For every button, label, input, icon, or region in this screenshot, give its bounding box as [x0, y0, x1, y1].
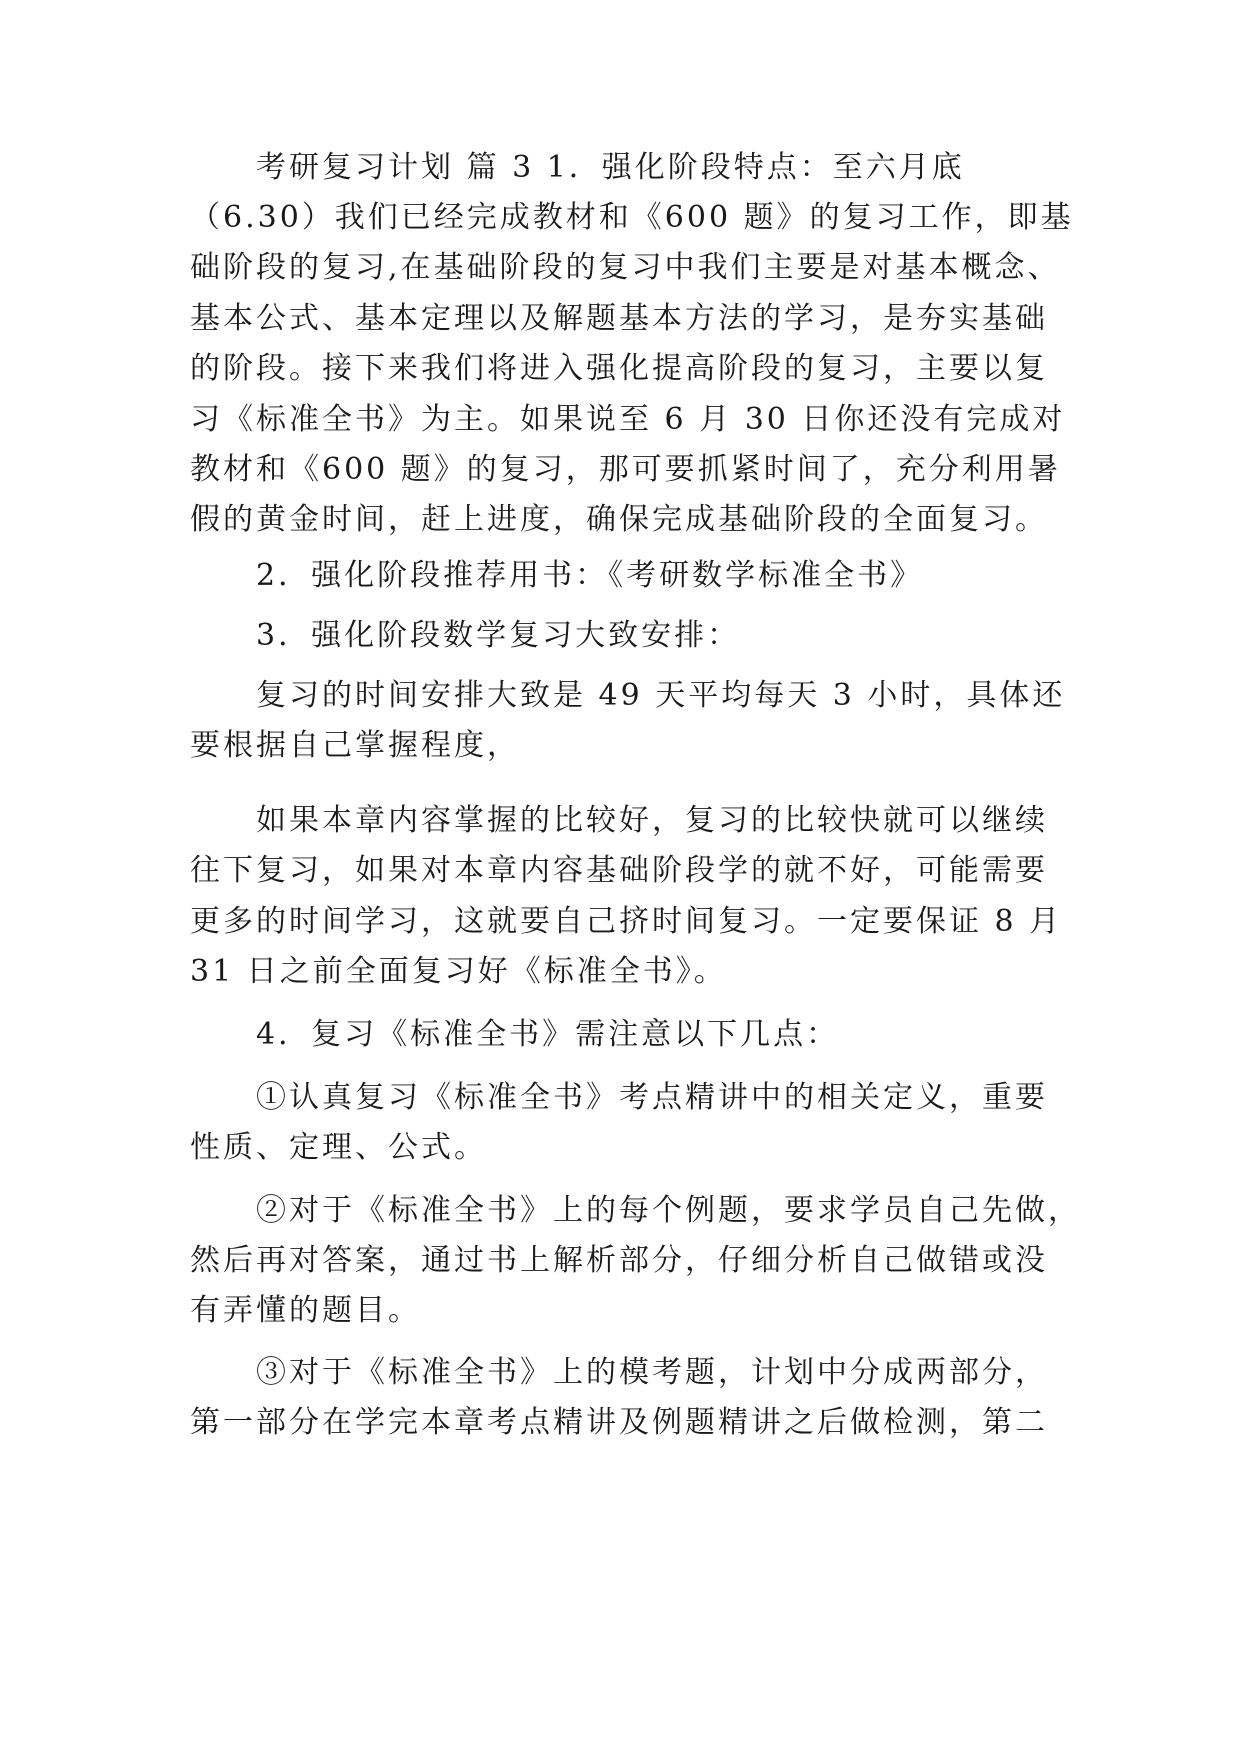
text-line: ②对于《标准全书》上的每个例题，要求学员自己先做，: [256, 1193, 1081, 1228]
text-line: 2．强化阶段推荐用书：《考研数学标准全书》: [256, 558, 924, 593]
text-line: 基本公式、基本定理以及解题基本方法的学习，是夯实基础: [190, 301, 1048, 336]
text-line: 如果本章内容掌握的比较好，复习的比较快就可以继续: [256, 803, 1048, 838]
text-line: 复习的时间安排大致是 49 天平均每天 3 小时，具体还: [256, 678, 1066, 713]
text-line: 要根据自己掌握程度，: [190, 728, 520, 763]
text-line: 的阶段。接下来我们将进入强化提高阶段的复习，主要以复: [190, 351, 1048, 386]
text-line: 更多的时间学习，这就要自己挤时间复习。一定要保证 8 月: [190, 904, 1063, 939]
text-line: 假的黄金时间，赶上进度，确保完成基础阶段的全面复习。: [190, 502, 1048, 537]
text-line: 第一部分在学完本章考点精讲及例题精讲之后做检测，第二: [190, 1405, 1048, 1440]
text-line: 习《标准全书》为主。如果说至 6 月 30 日你还没有完成对: [190, 402, 1066, 437]
text-line: 4．复习《标准全书》需注意以下几点：: [256, 1017, 840, 1052]
text-line: 然后再对答案，通过书上解析部分，仔细分析自己做错或没: [190, 1243, 1048, 1278]
text-line: ③对于《标准全书》上的模考题，计划中分成两部分，: [256, 1355, 1048, 1390]
text-line: 教材和《600 题》的复习，那可要抓紧时间了，充分利用暑: [190, 452, 1061, 487]
text-line: 3．强化阶段数学复习大致安排：: [256, 618, 741, 653]
text-line: ①认真复习《标准全书》考点精讲中的相关定义，重要: [256, 1080, 1048, 1115]
text-line: 有弄懂的题目。: [190, 1293, 421, 1328]
text-line: 考研复习计划 篇 3 1．强化阶段特点：至六月底: [256, 150, 965, 185]
text-line: 础阶段的复习,在基础阶段的复习中我们主要是对基本概念、: [190, 250, 1061, 285]
text-line: 性质、定理、公式。: [190, 1130, 487, 1165]
text-line: 31 日之前全面复习好《标准全书》。: [190, 954, 727, 989]
text-line: （6.30）我们已经完成教材和《600 题》的复习工作，即基: [190, 200, 1074, 235]
text-line: 往下复习，如果对本章内容基础阶段学的就不好，可能需要: [190, 853, 1048, 888]
